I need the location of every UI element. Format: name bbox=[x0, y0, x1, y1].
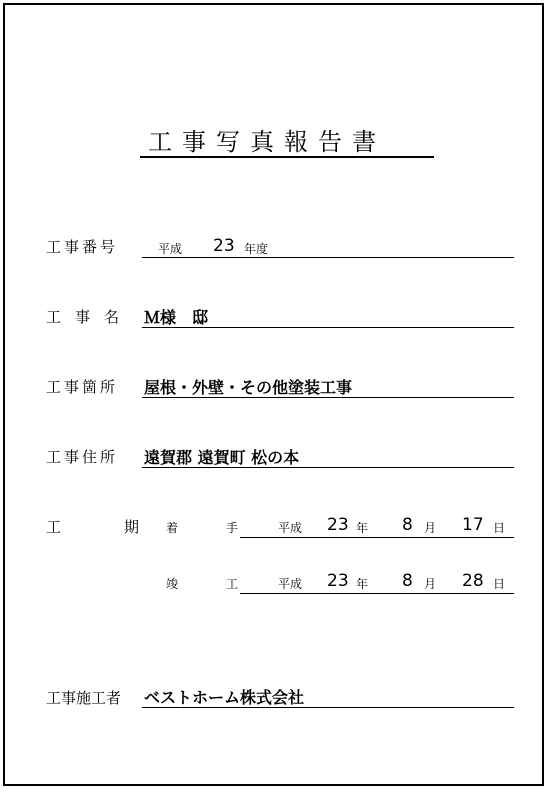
period-start-year-unit: 年 bbox=[356, 521, 369, 535]
construction-name-underline bbox=[142, 327, 514, 328]
construction-place-label: 工事箇所 bbox=[46, 378, 119, 396]
period-end-era: 平成 bbox=[278, 577, 303, 591]
page-title: 工事写真報告書 bbox=[148, 128, 386, 156]
period-start-day: 17 bbox=[462, 515, 484, 535]
period-end-year: 23 bbox=[327, 571, 349, 591]
construction-period-label: 工 期 bbox=[46, 518, 164, 536]
period-end-day-unit: 日 bbox=[493, 577, 506, 591]
period-start-year: 23 bbox=[327, 515, 349, 535]
period-start-day-unit: 日 bbox=[493, 521, 506, 535]
construction-address-value: 遠賀郡 遠賀町 松の本 bbox=[144, 448, 300, 467]
contractor-label: 工事施工者 bbox=[46, 689, 122, 707]
period-end-month-unit: 月 bbox=[424, 577, 437, 591]
period-end-day: 28 bbox=[462, 571, 484, 591]
period-end-label: 竣 工 bbox=[166, 577, 257, 591]
period-start-month-unit: 月 bbox=[424, 521, 437, 535]
period-start-label: 着 手 bbox=[166, 521, 257, 535]
construction-number-year: 23 bbox=[213, 236, 235, 256]
period-start-month: 8 bbox=[402, 515, 413, 535]
contractor-value: ベストホーム株式会社 bbox=[144, 688, 305, 707]
construction-number-underline bbox=[142, 257, 514, 258]
construction-place-value: 屋根・外壁・その他塗装工事 bbox=[144, 378, 353, 397]
construction-name-value: Ｍ様 邸 bbox=[144, 308, 209, 327]
period-end-month: 8 bbox=[402, 571, 413, 591]
construction-number-label: 工事番号 bbox=[46, 238, 119, 256]
contractor-underline bbox=[142, 707, 514, 708]
period-end-underline bbox=[240, 593, 514, 594]
period-end-year-unit: 年 bbox=[356, 577, 369, 591]
period-start-era: 平成 bbox=[278, 521, 303, 535]
construction-address-label: 工事住所 bbox=[46, 448, 119, 466]
construction-place-underline bbox=[142, 397, 514, 398]
construction-address-underline bbox=[142, 467, 514, 468]
construction-number-era: 平成 bbox=[158, 242, 183, 256]
construction-name-label: 工事名 bbox=[46, 308, 134, 326]
construction-number-suffix: 年度 bbox=[244, 242, 269, 256]
title-block bbox=[140, 122, 434, 158]
period-start-underline bbox=[240, 537, 514, 538]
